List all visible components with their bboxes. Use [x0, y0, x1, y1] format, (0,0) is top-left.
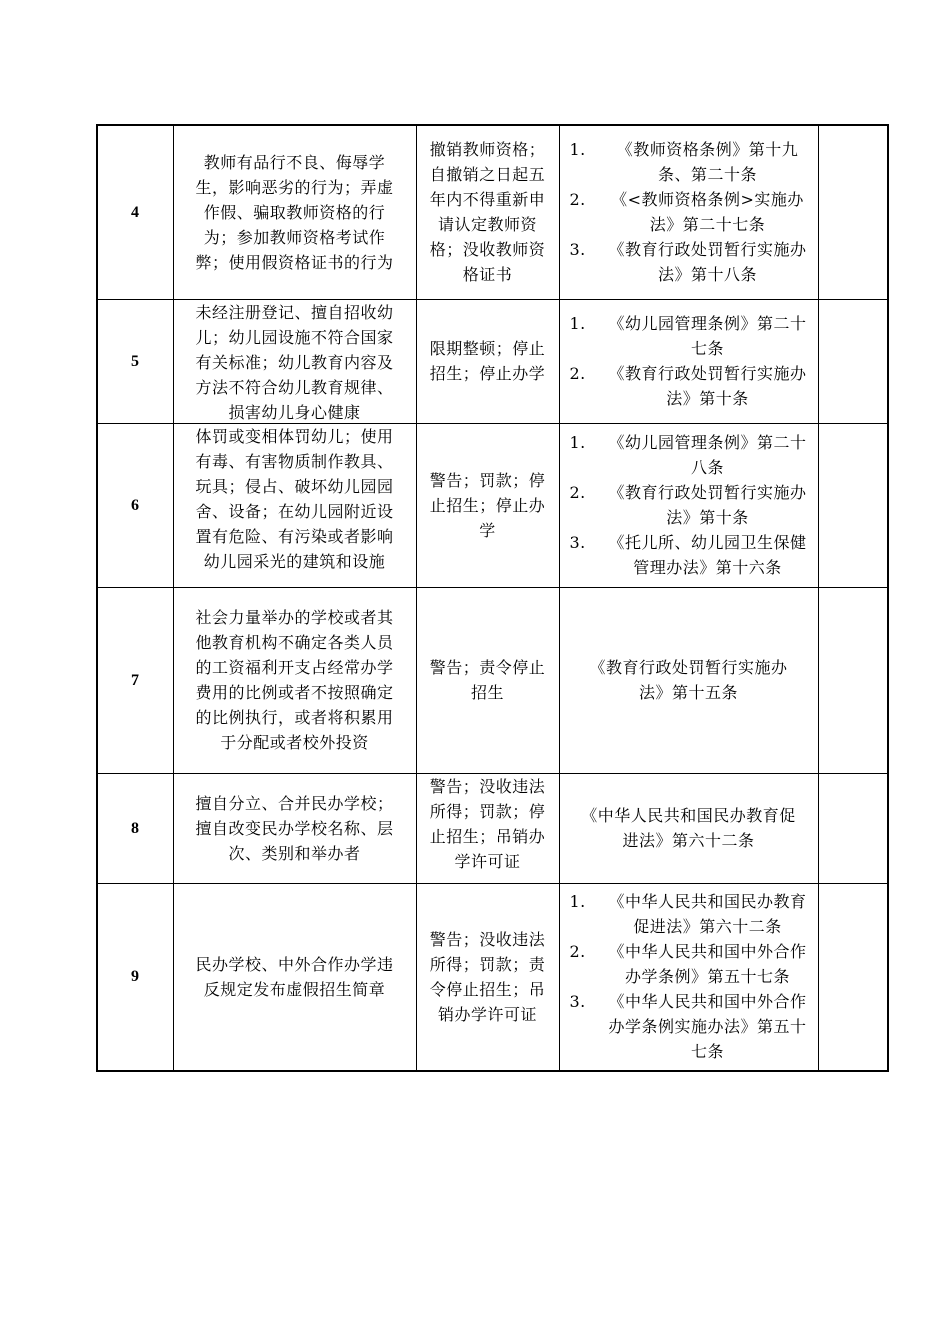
penalty-measures: 警告；罚款；停止招生；停止办学 — [416, 423, 559, 587]
law-item: 2. 《中华人民共和国中外合作办学条例》第五十七条 — [569, 942, 807, 987]
table-row — [97, 883, 888, 1071]
remarks-cell — [818, 883, 888, 1071]
violation-description: 未经注册登记、擅自招收幼儿；幼儿园设施不符合国家有关标准；幼儿教育内容及方法不符合幼儿教育规律、损害幼儿身心健康 — [173, 299, 416, 423]
remarks-cell — [818, 587, 888, 773]
row-number: 7 — [97, 587, 173, 773]
legal-basis: 《教育行政处罚暂行实施办法》第十五条 — [559, 587, 818, 773]
law-item: 2. 《教育行政处罚暂行实施办法》第十条 — [569, 364, 807, 408]
table-row — [97, 299, 888, 423]
row-number: 5 — [97, 299, 173, 423]
table-row — [97, 773, 888, 883]
row-number: 6 — [97, 423, 173, 587]
violation-description: 社会力量举办的学校或者其他教育机构不确定各类人员的工资福利开支占经常办学费用的比例或者不按照确定的比例执行，或者将积累用于分配或者校外投资 — [173, 587, 416, 773]
row-number: 9 — [97, 883, 173, 1071]
law-item: 1. 《幼儿园管理条例》第二十八条 — [569, 433, 807, 477]
remarks-cell — [818, 125, 888, 299]
legal-basis — [559, 299, 818, 423]
table-row — [97, 125, 888, 299]
penalty-table — [96, 124, 889, 1072]
law-item: 2. 《教育行政处罚暂行实施办法》第十条 — [569, 483, 807, 527]
violation-description: 民办学校、中外合作办学违反规定发布虚假招生简章 — [173, 883, 416, 1071]
legal-basis — [559, 423, 818, 587]
law-item: 1. 《幼儿园管理条例》第二十七条 — [569, 314, 807, 358]
legal-basis — [559, 125, 818, 299]
table-row — [97, 423, 888, 587]
legal-basis — [559, 883, 818, 1071]
legal-basis: 《中华人民共和国民办教育促进法》第六十二条 — [559, 773, 818, 883]
violation-description: 擅自分立、合并民办学校；擅自改变民办学校名称、层次、类别和举办者 — [173, 773, 416, 883]
row-number: 4 — [97, 125, 173, 299]
penalty-measures: 限期整顿；停止招生；停止办学 — [416, 299, 559, 423]
law-item: 3. 《中华人民共和国中外合作办学条例实施办法》第五十七条 — [569, 992, 807, 1062]
law-item: 3. 《托儿所、幼儿园卫生保健管理办法》第十六条 — [569, 533, 807, 577]
remarks-cell — [818, 299, 888, 423]
penalty-measures: 警告；没收违法所得；罚款；责令停止招生；吊销办学许可证 — [416, 883, 559, 1071]
law-item: 1. 《教师资格条例》第十九条、第二十条 — [569, 140, 799, 185]
violation-description: 体罚或变相体罚幼儿；使用有毒、有害物质制作教具、玩具；侵占、破坏幼儿园园舍、设备；在幼儿园附近设置有危险、有污染或者影响幼儿园采光的建筑和设施 — [173, 423, 416, 587]
penalty-measures: 警告；责令停止招生 — [416, 587, 559, 773]
law-item: 3. 《教育行政处罚暂行实施办法》第十八条 — [569, 240, 807, 285]
remarks-cell — [818, 423, 888, 587]
violation-description: 教师有品行不良、侮辱学生，影响恶劣的行为；弄虚作假、骗取教师资格的行为；参加教师资格考试作弊；使用假资格证书的行为 — [173, 125, 416, 299]
penalty-measures: 撤销教师资格；自撤销之日起五年内不得重新申请认定教师资格；没收教师资格证书 — [416, 125, 559, 299]
law-item: 2. 《<教师资格条例>实施办法》第二十七条 — [569, 190, 804, 235]
remarks-cell — [818, 773, 888, 883]
table-row — [97, 587, 888, 773]
penalty-measures: 警告；没收违法所得；罚款；停止招生；吊销办学许可证 — [416, 773, 559, 883]
row-number: 8 — [97, 773, 173, 883]
law-item: 1. 《中华人民共和国民办教育促进法》第六十二条 — [569, 892, 807, 937]
